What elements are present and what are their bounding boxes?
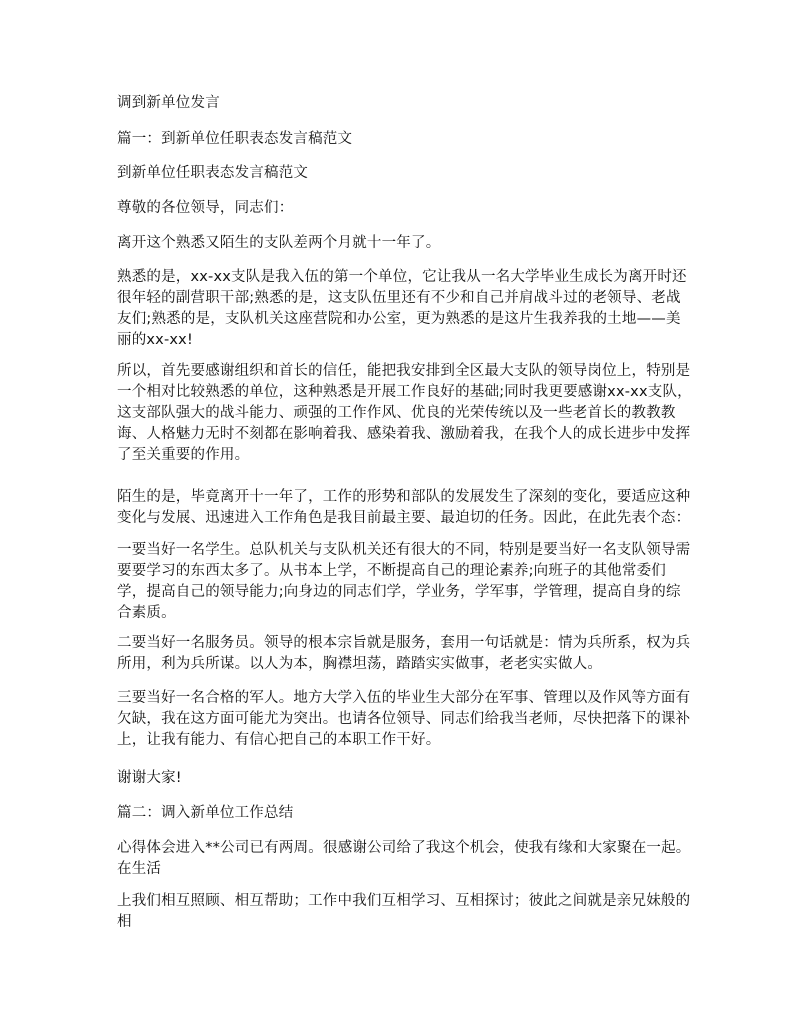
salutation: 尊敬的各位领导，同志们：	[117, 200, 294, 216]
paragraph: 二要当好一名服务员。领导的根本宗旨就是服务，套用一句话就是：情为兵所系，权为兵所用，利为兵所谋。以人为本，胸襟坦荡，踏踏实实做事，老老实实做人。	[117, 635, 691, 672]
paragraph: 上我们相互照顾、相互帮助；工作中我们互相学习、互相探讨；彼此之间就是亲兄妹般的相	[117, 893, 691, 930]
article-1-subtitle: 到新单位任职表态发言稿范文	[117, 165, 309, 181]
paragraph: 陌生的是，毕竟离开十一年了，工作的形势和部队的发展发生了深刻的变化，要适应这种变化与发展、迅速进入工作角色是我目前最主要、最迫切的任务。因此，在此先表个态：	[117, 489, 691, 526]
document-title: 调到新单位发言	[117, 95, 220, 111]
closing-thanks: 谢谢大家!	[117, 770, 182, 786]
paragraph: 熟悉的是，xx-xx支队是我入伍的第一个单位，它让我从一名大学毕业生成长为离开时还很年轻的副营职干部;熟悉的是，这支队伍里还有不少和自己并肩战斗过的老领导、老战友们;熟悉的是，支队机关这座营院和办公室，更为熟悉的是这片生我养我的土地——美丽的xx-xx!	[117, 269, 687, 348]
article-1-heading: 篇一：到新单位任职表态发言稿范文	[117, 131, 353, 147]
article-2-heading: 篇二：调入新单位工作总结	[117, 805, 294, 821]
paragraph: 一要当好一名学生。总队机关与支队机关还有很大的不同，特别是要当好一名支队领导需要要学习的东西太多了。从书本上学，不断提高自己的理论素养;向班子的其他常委们学，提高自己的领导能力;向身边的同志们学，学业务，学军事，学管理，提高自身的综合素质。	[117, 542, 691, 621]
paragraph: 三要当好一名合格的军人。地方大学入伍的毕业生大部分在军事、管理以及作风等方面有欠缺，我在这方面可能尤为突出。也请各位领导、同志们给我当老师，尽快把落下的课补上，让我有能力、有信心把自己的本职工作干好。	[117, 690, 691, 748]
paragraph: 心得体会进入**公司已有两周。很感谢公司给了我这个机会，使我有缘和大家聚在一起。在生活	[117, 840, 691, 877]
paragraph: 离开这个熟悉又陌生的支队差两个月就十一年了。	[117, 235, 441, 251]
paragraph: 所以，首先要感谢组织和首长的信任，能把我安排到全区最大支队的领导岗位上，特别是一个相对比较熟悉的单位，这种熟悉是开展工作良好的基础;同时我更要感谢xx-xx支队，这支部队强大的战斗能力、顽强的工作作风、优良的光荣传统以及一些老首长的教教教诲、人格魅力无时不刻都在影响着我、感染着我、激励着我，在我个人的成长进步中发挥了至关重要的作用。	[117, 363, 692, 463]
